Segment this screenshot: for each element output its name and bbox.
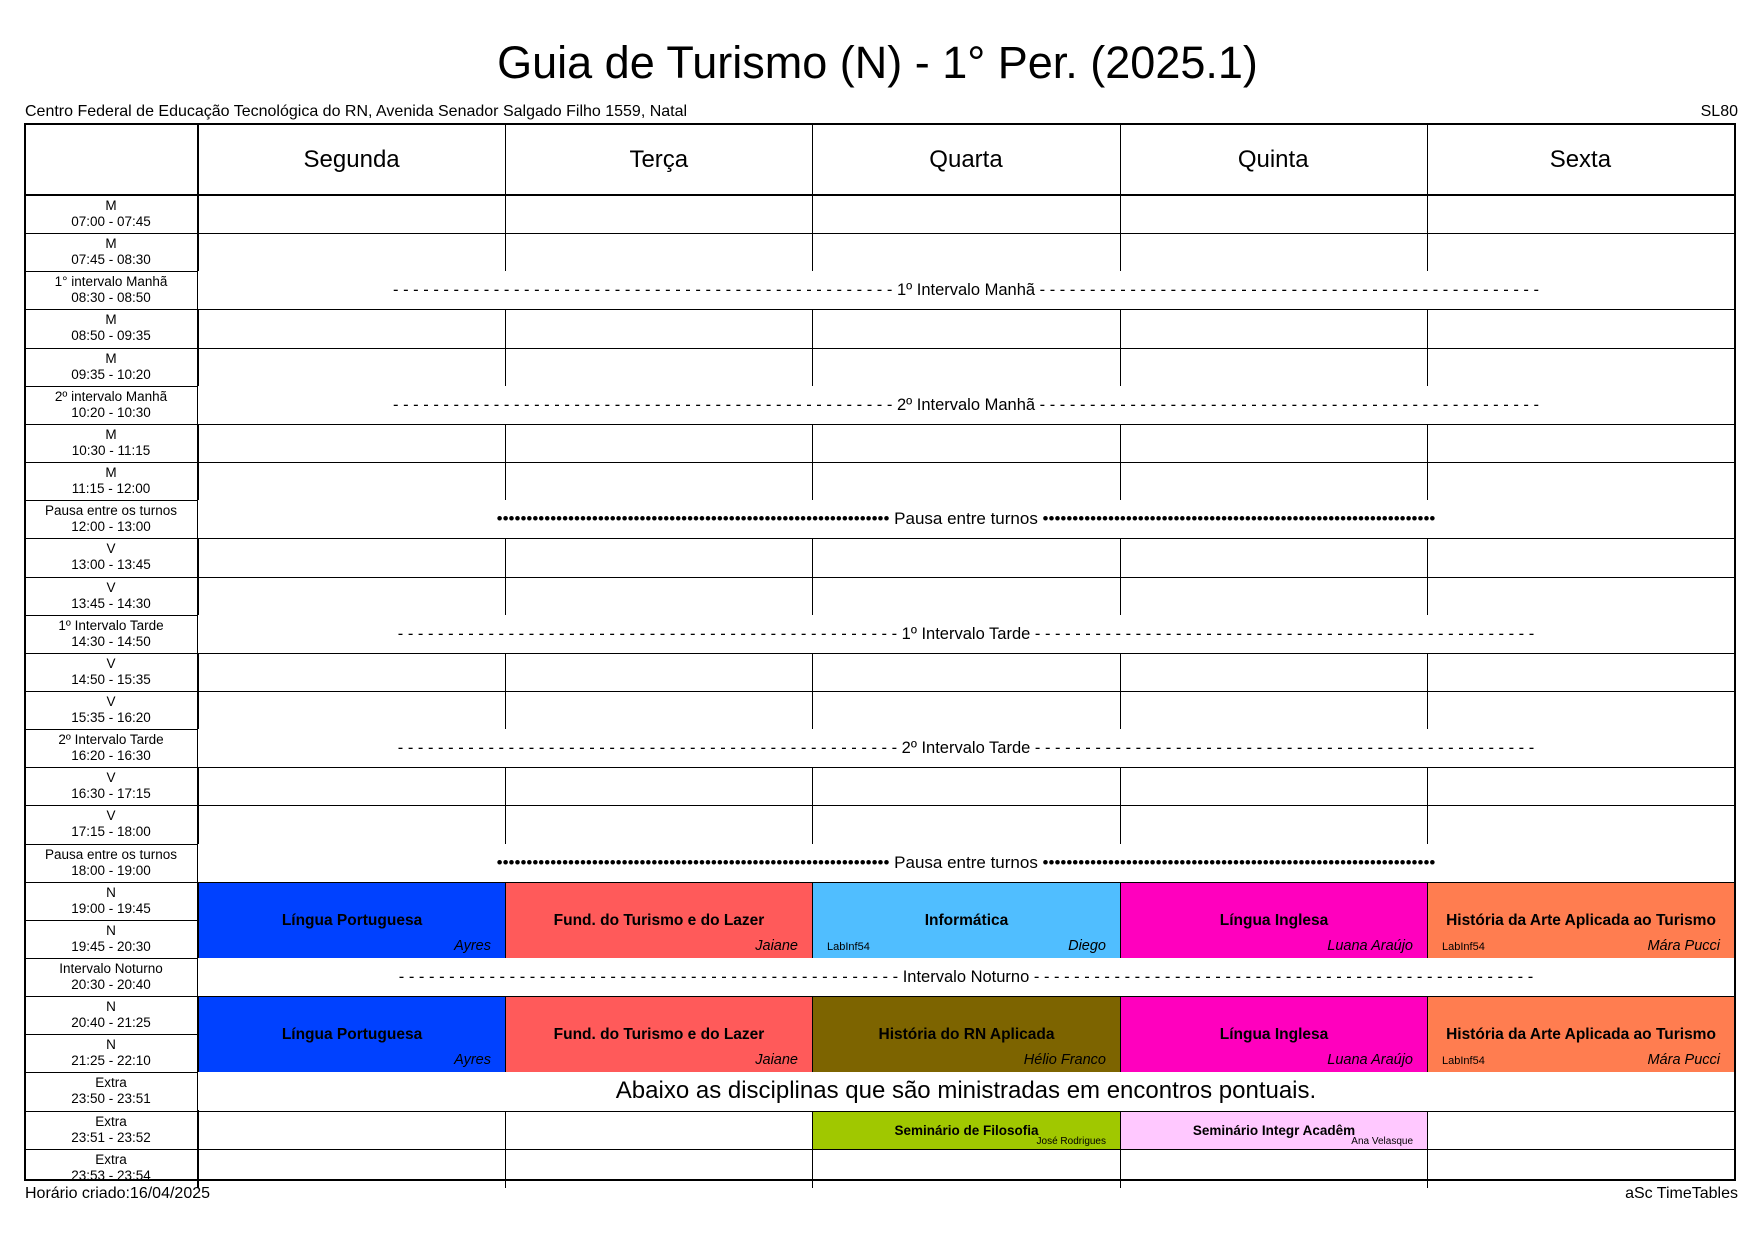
column-divider	[505, 309, 506, 348]
break-band: - - - - - - - - - - - - - - - - - - - - - - - - - - - - - - - - - - - - - - - - - - - - - - - - - - 2º Intervalo Manhã - - - - - - - - - - - - - - - - - - - - - - - - - - - - - - - - - - - - - - - - - - - - - - - - - -	[198, 386, 1734, 424]
column-divider	[197, 424, 199, 463]
timetable-title: Guia de Turismo (N) - 1° Per. (2025.1)	[497, 37, 1258, 88]
period-name: M	[105, 236, 117, 251]
period-label	[26, 500, 196, 538]
lesson-card[interactable]	[1428, 997, 1734, 1072]
column-divider	[505, 125, 506, 195]
period-label	[26, 386, 196, 424]
day-header-5: Sexta	[1549, 146, 1612, 173]
period-label	[26, 882, 196, 920]
period-label	[26, 233, 196, 271]
column-divider	[1120, 691, 1121, 730]
period-name: N	[106, 885, 116, 900]
column-divider	[812, 424, 813, 463]
period-label	[26, 1149, 196, 1187]
lesson-teacher: Luana Araújo	[1327, 1052, 1413, 1068]
period-label	[26, 538, 196, 576]
lesson-teacher: Jaiane	[755, 1052, 798, 1068]
row-divider	[26, 538, 1734, 539]
period-time: 19:00 - 19:45	[71, 901, 151, 916]
period-name: N	[106, 999, 116, 1014]
period-time: 08:30 - 08:50	[71, 290, 151, 305]
lesson-subject: Informática	[924, 912, 1009, 929]
period-time: 13:45 - 14:30	[71, 596, 151, 611]
period-time: 23:51 - 23:52	[71, 1130, 151, 1145]
row-divider	[26, 348, 1734, 349]
period-label	[26, 348, 196, 386]
lesson-subject: História da Arte Aplicada ao Turismo	[1446, 1026, 1716, 1043]
period-time: 23:53 - 23:54	[71, 1168, 151, 1183]
column-divider	[1427, 577, 1428, 616]
lesson-teacher: José Rodrigues	[1036, 1136, 1106, 1147]
lesson-teacher: Mára Pucci	[1647, 1052, 1720, 1068]
column-divider	[1120, 767, 1121, 806]
lesson-teacher: Luana Araújo	[1327, 938, 1413, 954]
period-time: 18:00 - 19:00	[71, 863, 151, 878]
row-divider	[26, 691, 1734, 692]
lesson-card[interactable]	[1121, 997, 1427, 1072]
column-divider	[812, 691, 813, 730]
period-time: 08:50 - 09:35	[71, 328, 151, 343]
lesson-teacher: Mára Pucci	[1647, 938, 1720, 954]
row-divider	[26, 577, 1734, 578]
period-label	[26, 844, 196, 882]
column-divider	[1120, 309, 1121, 348]
lesson-card[interactable]	[1428, 883, 1734, 958]
period-time: 20:40 - 21:25	[71, 1015, 151, 1030]
school-address: Centro Federal de Educação Tecnológica do RN, Avenida Senador Salgado Filho 1559, Natal	[25, 103, 688, 120]
period-time: 13:00 - 13:45	[71, 557, 151, 572]
column-divider	[1120, 233, 1121, 272]
period-name: 1° intervalo Manhã	[54, 274, 168, 289]
period-time: 17:15 - 18:00	[71, 824, 151, 839]
lesson-subject: Língua Inglesa	[1219, 1026, 1329, 1043]
lesson-card[interactable]	[506, 883, 812, 958]
period-label	[26, 1034, 196, 1072]
period-time: 23:50 - 23:51	[71, 1091, 151, 1106]
column-divider	[1427, 653, 1428, 692]
column-divider	[505, 424, 506, 463]
column-divider	[505, 577, 506, 616]
period-name: M	[105, 465, 117, 480]
column-divider	[197, 125, 199, 195]
header-divider	[26, 194, 1734, 196]
column-divider	[1427, 195, 1428, 234]
period-label	[26, 424, 196, 462]
period-time: 15:35 - 16:20	[71, 710, 151, 725]
lesson-card[interactable]	[813, 997, 1120, 1072]
period-label	[26, 653, 196, 691]
column-divider	[197, 577, 199, 616]
lesson-teacher: Ana Velasque	[1351, 1136, 1413, 1147]
period-time: 16:30 - 17:15	[71, 786, 151, 801]
column-divider	[197, 805, 199, 844]
period-name: N	[106, 923, 116, 938]
column-divider	[812, 233, 813, 272]
period-name: Pausa entre os turnos	[44, 847, 178, 862]
period-name: N	[106, 1037, 116, 1052]
period-label	[26, 309, 196, 347]
period-label	[26, 691, 196, 729]
column-divider	[1120, 424, 1121, 463]
lesson-card[interactable]	[199, 883, 505, 958]
column-divider	[505, 538, 506, 577]
lesson-room: LabInf54	[827, 941, 870, 953]
lesson-teacher: Jaiane	[755, 938, 798, 954]
day-header-1: Segunda	[303, 146, 400, 173]
period-label	[26, 958, 196, 996]
column-divider	[1120, 348, 1121, 387]
column-divider	[197, 691, 199, 730]
row-divider	[26, 462, 1734, 463]
period-time: 10:30 - 11:15	[71, 443, 151, 458]
period-name: Extra	[95, 1114, 127, 1129]
break-band: - - - - - - - - - - - - - - - - - - - - - - - - - - - - - - - - - - - - - - - - - - - - - - - - - - 1º Intervalo Tarde - - - - - - - - - - - - - - - - - - - - - - - - - - - - - - - - - - - - - - - - - - - - - - - - - -	[198, 615, 1734, 653]
lesson-teacher: Ayres	[454, 1052, 491, 1068]
period-name: 1º Intervalo Tarde	[58, 618, 164, 633]
lesson-room: LabInf54	[1442, 1055, 1485, 1067]
column-divider	[1120, 653, 1121, 692]
lesson-card[interactable]	[813, 1112, 1120, 1149]
period-label	[26, 615, 196, 653]
row-divider	[26, 805, 1734, 806]
period-label	[26, 195, 196, 233]
period-name: Extra	[95, 1152, 127, 1167]
column-divider	[505, 805, 506, 844]
column-divider	[1427, 348, 1428, 387]
period-time: 16:20 - 16:30	[71, 748, 151, 763]
row-divider	[26, 233, 1734, 234]
lesson-subject: História do RN Aplicada	[878, 1026, 1055, 1043]
column-divider	[197, 767, 199, 806]
period-time: 20:30 - 20:40	[71, 977, 151, 992]
period-label	[26, 1111, 196, 1149]
column-divider	[812, 653, 813, 692]
column-divider	[1427, 1111, 1428, 1150]
column-divider	[197, 348, 199, 387]
break-band: •••••••••••••••••••••••••••••••••••••••••••••••••••••••••••••••••• Pausa entre turnos ••••••••••••••••••••••••••••••••••••••••••••••••••••••••••••••••••	[198, 844, 1734, 882]
column-divider	[1120, 577, 1121, 616]
lesson-room: LabInf54	[1442, 941, 1485, 953]
period-label	[26, 271, 196, 309]
row-divider	[26, 1149, 1734, 1150]
period-name: V	[106, 808, 116, 823]
period-label	[26, 920, 196, 958]
row-divider	[26, 767, 1734, 768]
column-divider	[505, 1149, 506, 1188]
column-divider	[1120, 538, 1121, 577]
lesson-card[interactable]	[1121, 1112, 1427, 1149]
lesson-card[interactable]	[199, 997, 505, 1072]
lesson-teacher: Diego	[1068, 938, 1106, 954]
row-divider	[26, 309, 1734, 310]
lesson-card[interactable]	[1121, 883, 1427, 958]
column-divider	[197, 1111, 199, 1150]
day-header-4: Quinta	[1237, 146, 1309, 173]
period-label	[26, 767, 196, 805]
period-label	[26, 729, 196, 767]
software-credit: aSc TimeTables	[1625, 1185, 1738, 1202]
column-divider	[812, 348, 813, 387]
column-divider	[1427, 805, 1428, 844]
lesson-teacher: Ayres	[454, 938, 491, 954]
column-divider	[197, 462, 199, 501]
break-band: Abaixo as disciplinas que são ministradas em encontros pontuais.	[198, 1072, 1734, 1110]
period-time: 07:00 - 07:45	[71, 214, 151, 229]
column-divider	[812, 125, 813, 195]
period-name: V	[106, 694, 116, 709]
column-divider	[505, 233, 506, 272]
lesson-subject: Seminário de Filosofia	[894, 1123, 1039, 1138]
timetable-grid	[24, 123, 1736, 1181]
period-label	[26, 996, 196, 1034]
period-name: V	[106, 580, 116, 595]
column-divider	[812, 1149, 813, 1188]
lesson-subject: Língua Portuguesa	[281, 1026, 423, 1043]
break-band: - - - - - - - - - - - - - - - - - - - - - - - - - - - - - - - - - - - - - - - - - - - - - - - - - - Intervalo Noturno - - - - - - - - - - - - - - - - - - - - - - - - - - - - - - - - - - - - - - - - - - - - - - - - - -	[198, 958, 1734, 996]
period-name: V	[106, 770, 116, 785]
room-code: SL80	[1700, 103, 1738, 120]
period-name: Intervalo Noturno	[59, 961, 163, 976]
period-time: 19:45 - 20:30	[71, 939, 151, 954]
period-label	[26, 577, 196, 615]
column-divider	[812, 462, 813, 501]
row-divider	[26, 653, 1734, 654]
column-divider	[812, 195, 813, 234]
column-divider	[812, 805, 813, 844]
column-divider	[1427, 309, 1428, 348]
column-divider	[812, 309, 813, 348]
column-divider	[1427, 1149, 1428, 1188]
lesson-subject: Fund. do Turismo e do Lazer	[553, 912, 765, 929]
column-divider	[1120, 125, 1121, 195]
column-divider	[505, 691, 506, 730]
period-name: M	[105, 198, 117, 213]
period-time: 11:15 - 12:00	[71, 481, 151, 496]
column-divider	[197, 538, 199, 577]
column-divider	[1427, 538, 1428, 577]
column-divider	[505, 1111, 506, 1150]
column-divider	[505, 462, 506, 501]
column-divider	[1120, 462, 1121, 501]
column-divider	[1120, 195, 1121, 234]
break-band: - - - - - - - - - - - - - - - - - - - - - - - - - - - - - - - - - - - - - - - - - - - - - - - - - - 2º Intervalo Tarde - - - - - - - - - - - - - - - - - - - - - - - - - - - - - - - - - - - - - - - - - - - - - - - - - -	[198, 729, 1734, 767]
column-divider	[1427, 233, 1428, 272]
period-name: V	[106, 541, 116, 556]
break-band: •••••••••••••••••••••••••••••••••••••••••••••••••••••••••••••••••• Pausa entre turnos ••••••••••••••••••••••••••••••••••••••••••••••••••••••••••••••••••	[198, 500, 1734, 538]
lesson-subject: Fund. do Turismo e do Lazer	[553, 1026, 765, 1043]
lesson-card[interactable]	[506, 997, 812, 1072]
period-name: M	[105, 427, 117, 442]
period-name: Extra	[95, 1075, 127, 1090]
lesson-teacher: Hélio Franco	[1023, 1052, 1106, 1068]
lesson-card[interactable]	[813, 883, 1120, 958]
period-time: 21:25 - 22:10	[71, 1053, 151, 1068]
column-divider	[812, 538, 813, 577]
column-divider	[1427, 424, 1428, 463]
period-time: 10:20 - 10:30	[71, 405, 151, 420]
lesson-subject: Seminário Integr Acadêm	[1192, 1123, 1356, 1138]
column-divider	[197, 309, 199, 348]
column-divider	[1120, 805, 1121, 844]
period-name: M	[105, 312, 117, 327]
lesson-subject: História da Arte Aplicada ao Turismo	[1446, 912, 1716, 929]
period-time: 14:50 - 15:35	[71, 672, 151, 687]
column-divider	[1120, 1149, 1121, 1188]
column-divider	[812, 767, 813, 806]
row-divider	[26, 424, 1734, 425]
period-name: 2º Intervalo Tarde	[58, 732, 164, 747]
column-divider	[1427, 125, 1428, 195]
column-divider	[1427, 767, 1428, 806]
column-divider	[197, 195, 199, 234]
period-name: M	[105, 351, 117, 366]
period-time: 09:35 - 10:20	[71, 367, 151, 382]
lesson-subject: Língua Portuguesa	[281, 912, 423, 929]
column-divider	[505, 348, 506, 387]
day-header-2: Terça	[629, 146, 689, 173]
column-divider	[505, 653, 506, 692]
period-name: V	[106, 656, 116, 671]
column-divider	[197, 1149, 199, 1188]
period-name: Pausa entre os turnos	[44, 503, 178, 518]
column-divider	[505, 767, 506, 806]
period-name: 2º intervalo Manhã	[54, 389, 168, 404]
creation-date: Horário criado:16/04/2025	[25, 1185, 211, 1202]
period-time: 07:45 - 08:30	[71, 252, 151, 267]
period-label	[26, 805, 196, 843]
column-divider	[1427, 462, 1428, 501]
column-divider	[197, 233, 199, 272]
lesson-subject: Língua Inglesa	[1219, 912, 1329, 929]
column-divider	[197, 653, 199, 692]
period-time: 14:30 - 14:50	[71, 634, 151, 649]
period-label	[26, 1072, 196, 1110]
column-divider	[1427, 691, 1428, 730]
break-band: - - - - - - - - - - - - - - - - - - - - - - - - - - - - - - - - - - - - - - - - - - - - - - - - - - 1º Intervalo Manhã - - - - - - - - - - - - - - - - - - - - - - - - - - - - - - - - - - - - - - - - - - - - - - - - - -	[198, 271, 1734, 309]
day-header-3: Quarta	[929, 146, 1003, 173]
column-divider	[505, 195, 506, 234]
period-time: 12:00 - 13:00	[71, 519, 151, 534]
column-divider	[812, 577, 813, 616]
period-label	[26, 462, 196, 500]
